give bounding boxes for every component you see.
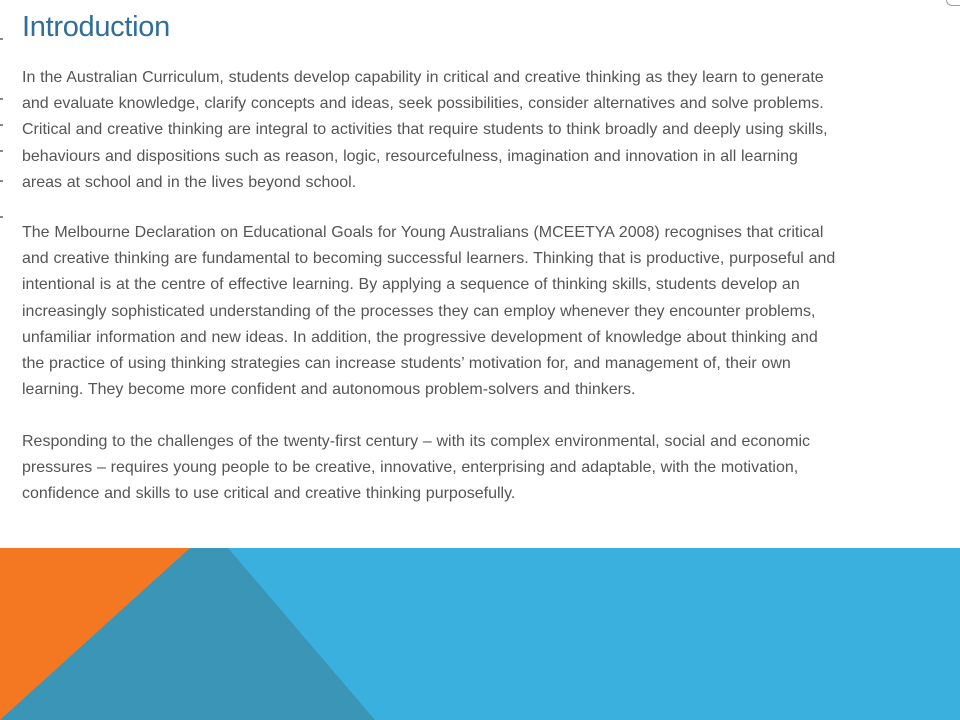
slide-title: Introduction [22, 11, 170, 43]
paragraph-line: and evaluate knowledge, clarify concepts and ideas, seek possibilities, consider alternatives and solve problems. [22, 95, 824, 113]
paragraph-line: Critical and creative thinking are integral to activities that require students to think broadly and deeply using skills, [22, 121, 828, 139]
paragraph-line: The Melbourne Declaration on Educational Goals for Young Australians (MCEETYA 2008) recognises that critical [22, 224, 824, 241]
paragraph-line: behaviours and dispositions such as reason, logic, resourcefulness, imagination and innovation in all learning [22, 147, 798, 165]
paragraph-line: Responding to the challenges of the twenty-first century – with its complex environmental, social and economic [22, 433, 811, 450]
paragraph-2 [22, 220, 942, 403]
paragraph-line: the practice of using thinking strategies can increase students’ motivation for, and management of, their own [22, 355, 791, 373]
paragraph-line: unfamiliar information and new ideas. In addition, the progressive development of knowledge about thinking and [22, 328, 818, 346]
paragraph-line: intentional is at the centre of effective learning. By applying a sequence of thinking skills, students develop an [22, 276, 800, 294]
paragraph-line: and creative thinking are fundamental to becoming successful learners. Thinking that is productive, purposeful and [22, 250, 836, 268]
decorative-banner [0, 548, 960, 720]
paragraph-3 [22, 429, 942, 508]
paragraph-1 [22, 65, 942, 196]
left-edge-marks [0, 0, 3, 548]
paragraph-line: confidence and skills to use critical and creative thinking purposefully. [22, 485, 516, 503]
paragraph-line: In the Australian Curriculum, students develop capability in critical and creative thinking as they learn to generate [22, 69, 824, 86]
paragraph-line: increasingly sophisticated understanding of the processes they can employ whenever they encounter problems, [22, 302, 816, 320]
paragraph-line: areas at school and in the lives beyond school. [22, 173, 357, 191]
corner-mark [946, 0, 960, 6]
paragraph-line: pressures – requires young people to be creative, innovative, enterprising and adaptable, with the motivation, [22, 459, 799, 477]
paragraph-line: learning. They become more confident and autonomous problem-solvers and thinkers. [22, 381, 636, 399]
banner-shapes [0, 548, 960, 720]
